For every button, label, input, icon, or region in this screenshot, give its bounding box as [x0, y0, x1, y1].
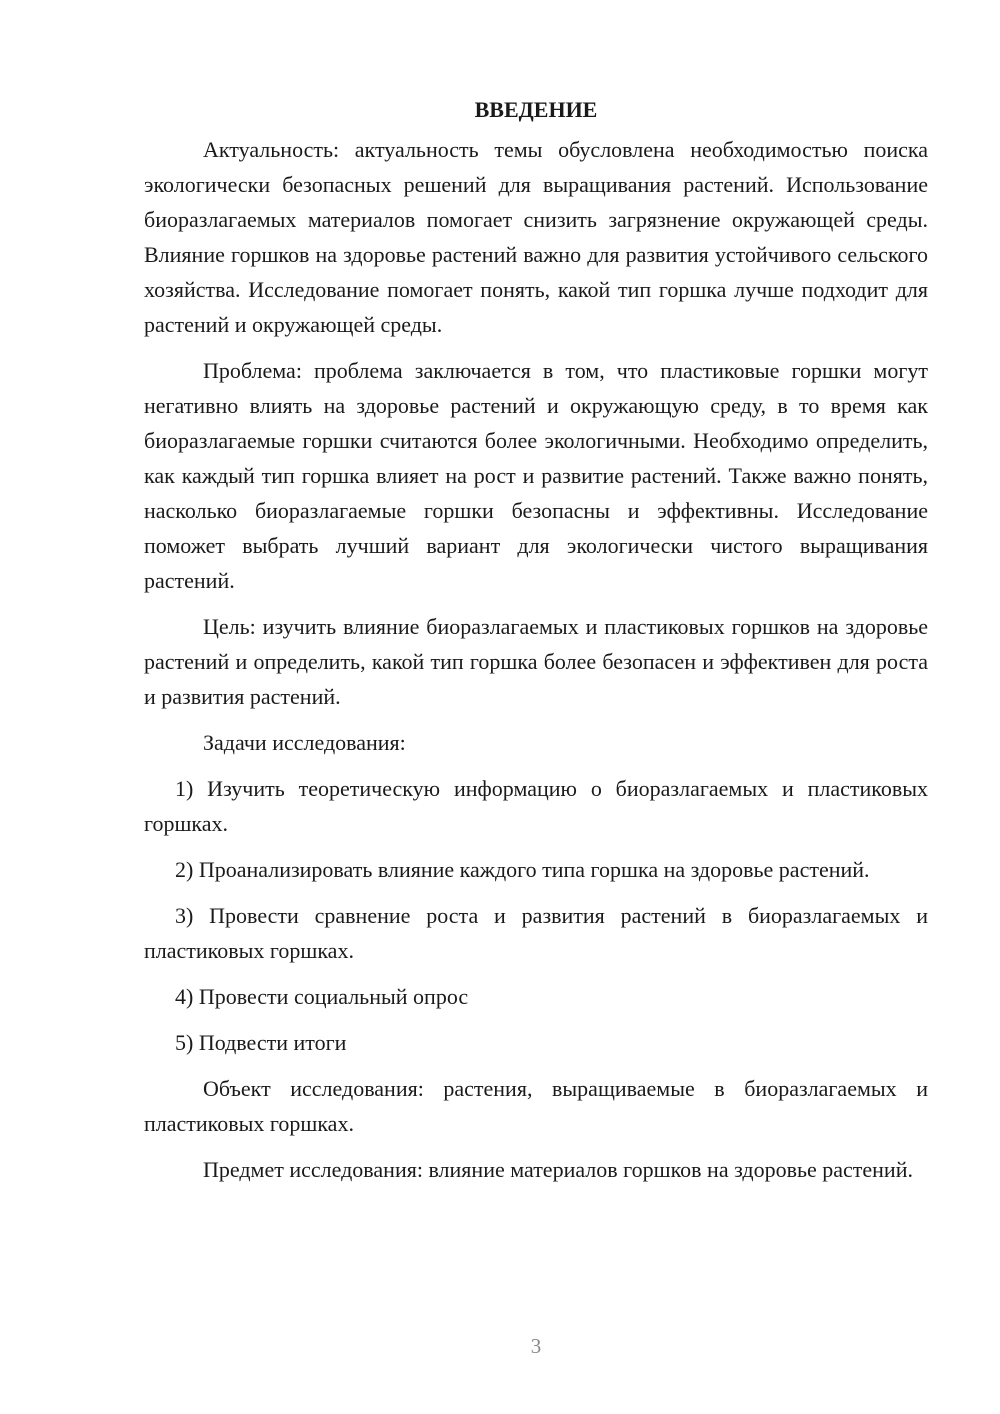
page-number: 3 — [530, 1334, 542, 1358]
task-item: 2) Проанализировать влияние каждого типа горшка на здоровье растений. — [175, 857, 870, 882]
document-page — [144, 92, 928, 1198]
section-heading: ВВЕДЕНИЕ — [474, 97, 598, 122]
problem-paragraph: Проблема: проблема заключается в том, что пластиковые горшки могут негативно влиять на здоровье растений и окружающую среду, в то время как биоразлагаемые горшки считаются более экологичными. Необходимо определить, как каждый тип горшка влияет на рост и развитие растений. Также важно понять, насколько биоразлагаемые горшки безопасны и эффективны. Исследование поможет выбрать лучший вариант для экологически чистого выращивания растений. — [144, 358, 928, 593]
object-paragraph: Объект исследования: растения, выращиваемые в биоразлагаемых и пластиковых горшках. — [144, 1076, 928, 1136]
task-item: 4) Провести социальный опрос — [175, 984, 469, 1009]
task-item: 3) Провести сравнение роста и развития растений в биоразлагаемых и пластиковых горшках. — [144, 903, 928, 963]
task-item: 5) Подвести итоги — [175, 1030, 347, 1055]
relevance-paragraph: Актуальность: актуальность темы обусловлена необходимостью поиска экологически безопасных решений для выращивания растений. Использование биоразлагаемых материалов помогает снизить загрязнение окружающей среды. Влияние горшков на здоровье растений важно для развития устойчивого сельского хозяйства. Исследование помогает понять, какой тип горшка лучше подходит для растений и окружающей среды. — [144, 137, 928, 337]
tasks-heading: Задачи исследования: — [203, 730, 406, 755]
subject-paragraph: Предмет исследования: влияние материалов горшков на здоровье растений. — [203, 1157, 913, 1182]
goal-paragraph: Цель: изучить влияние биоразлагаемых и пластиковых горшков на здоровье растений и определить, какой тип горшка более безопасен и эффективен для роста и развития растений. — [144, 614, 928, 709]
task-item: 1) Изучить теоретическую информацию о биоразлагаемых и пластиковых горшках. — [144, 776, 928, 836]
